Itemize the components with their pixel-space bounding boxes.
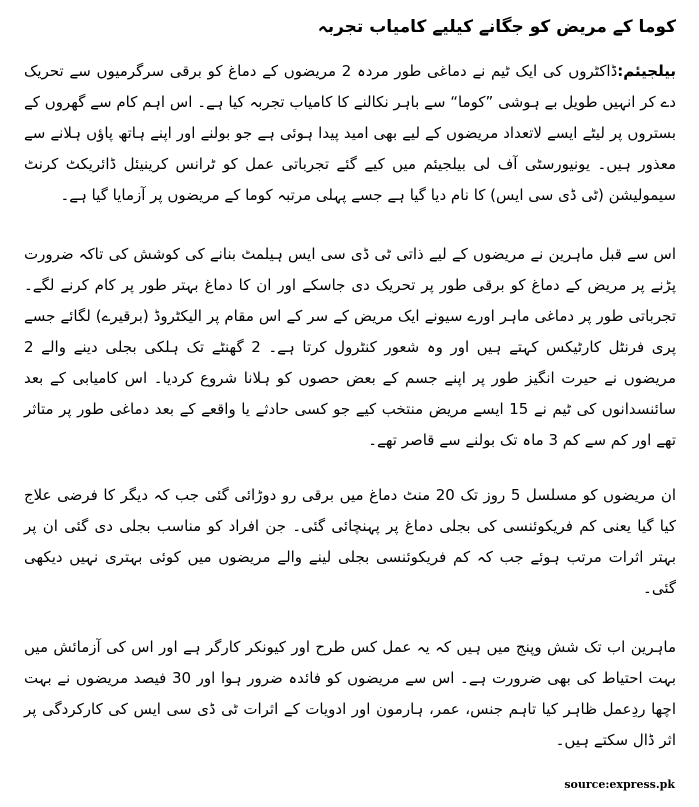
source-credit: source:express.pk (564, 778, 675, 791)
paragraph-text: ماہرین اب تک شش وپنج میں ہیں کہ یہ عمل کس طرح اور کیونکر کارگر ہے اور اس کی آزمائش میں بہت احتیاط کی بھی ضرورت ہے۔ اس سے مریضوں کو فائدہ ضرور ہوا اور 30 فیصد مریضوں نے بہت اچھا ردِعمل ظاہر کیا تاہم جنس، عمر، ہارمون اور ادویات کے اثرات ٹی ڈی سی ایس کی کارکردگی پر اثر ڈال سکتے ہیں۔ (24, 638, 676, 749)
article-paragraph-1 (24, 56, 676, 211)
paragraph-text: ان مریضوں کو مسلسل 5 روز تک 20 منٹ دماغ میں برقی رو دوڑائی گئی جب کہ دیگر کا فرضی علاج کیا گیا یعنی کم فریکوئنسی کی بجلی دماغ پر پہنچائی گئی۔ جن افراد کو مناسب بجلی دی گئی ان پر بہتر اثرات مرتب ہوئے جب کہ کم فریکوئنسی بجلی لینے والے مریضوں میں کوئی بہتری نہیں دیکھی گئی۔ (24, 486, 677, 597)
dateline: بیلجیئم: (617, 62, 676, 80)
article-title: کوما کے مریض کو جگانے کیلیے کامیاب تجربہ (317, 17, 676, 37)
article-paragraph-3 (24, 480, 676, 604)
paragraph-text: ڈاکٹروں کی ایک ٹیم نے دماغی طور مردہ 2 مریضوں کے دماغ کو برقی سرگرمیوں سے تحریک دے کر انہیں طویل بے ہوشی ”کوما“ سے باہر نکالنے کا کامیاب تجربہ کیا ہے۔ اس اہم کام سے گھروں کے بستروں پر لیٹے ایسے لاتعداد مریضوں کے لیے بھی امید پیدا ہوئی ہے جو بولنے اور اپنے ہاتھ پاؤں ہلانے سے معذور ہیں۔ یونیورسٹی آف لی بیلجیئم میں کیے گئے تجرباتی عمل کو ٹرانس کرینیئل ڈائریکٹ کرنٹ سیمولیشن (ٹی ڈی سی ایس) کا نام دیا گیا ہے جسے پہلی مرتبہ کوما کے مریضوں پر آزمایا گیا ہے۔ (24, 62, 676, 204)
article-paragraph-4 (24, 632, 676, 756)
article (24, 0, 676, 756)
paragraph-text: اس سے قبل ماہرین نے مریضوں کے لیے ذاتی ٹی ڈی سی ایس ہیلمٹ بنانے کی کوشش کی تاکہ ضرورت پڑنے پر مریض کے دماغ کو برقی طور پر تحریک دی جاسکے اور ان کا دماغ بہتر طور پر کام کرنے لگے۔ تجرباتی طور پر دماغی ماہر اورے سیونے ایک مریض کے سر کے اس مقام پر الیکٹروڈ (برقیرے) لگائے جسے پری فرنٹل کارٹیکس کہتے ہیں اور وہ شعور کنٹرول کرتا ہے۔ 2 گھنٹے تک ہلکی بجلی دینے والے 2 مریضوں نے حیرت انگیز طور پر اپنے جسم کے بعض حصوں کو ہلانا شروع کردیا۔ اس کامیابی کے بعد سائنسدانوں کی ٹیم نے 15 ایسے مریض منتخب کیے جو کسی حادثے یا واقعے کے بعد دماغی طور پر متاثر تھے اور کم سے کم 3 ماہ تک بولنے سے قاصر تھے۔ (24, 245, 676, 449)
article-paragraph-2 (24, 239, 676, 456)
